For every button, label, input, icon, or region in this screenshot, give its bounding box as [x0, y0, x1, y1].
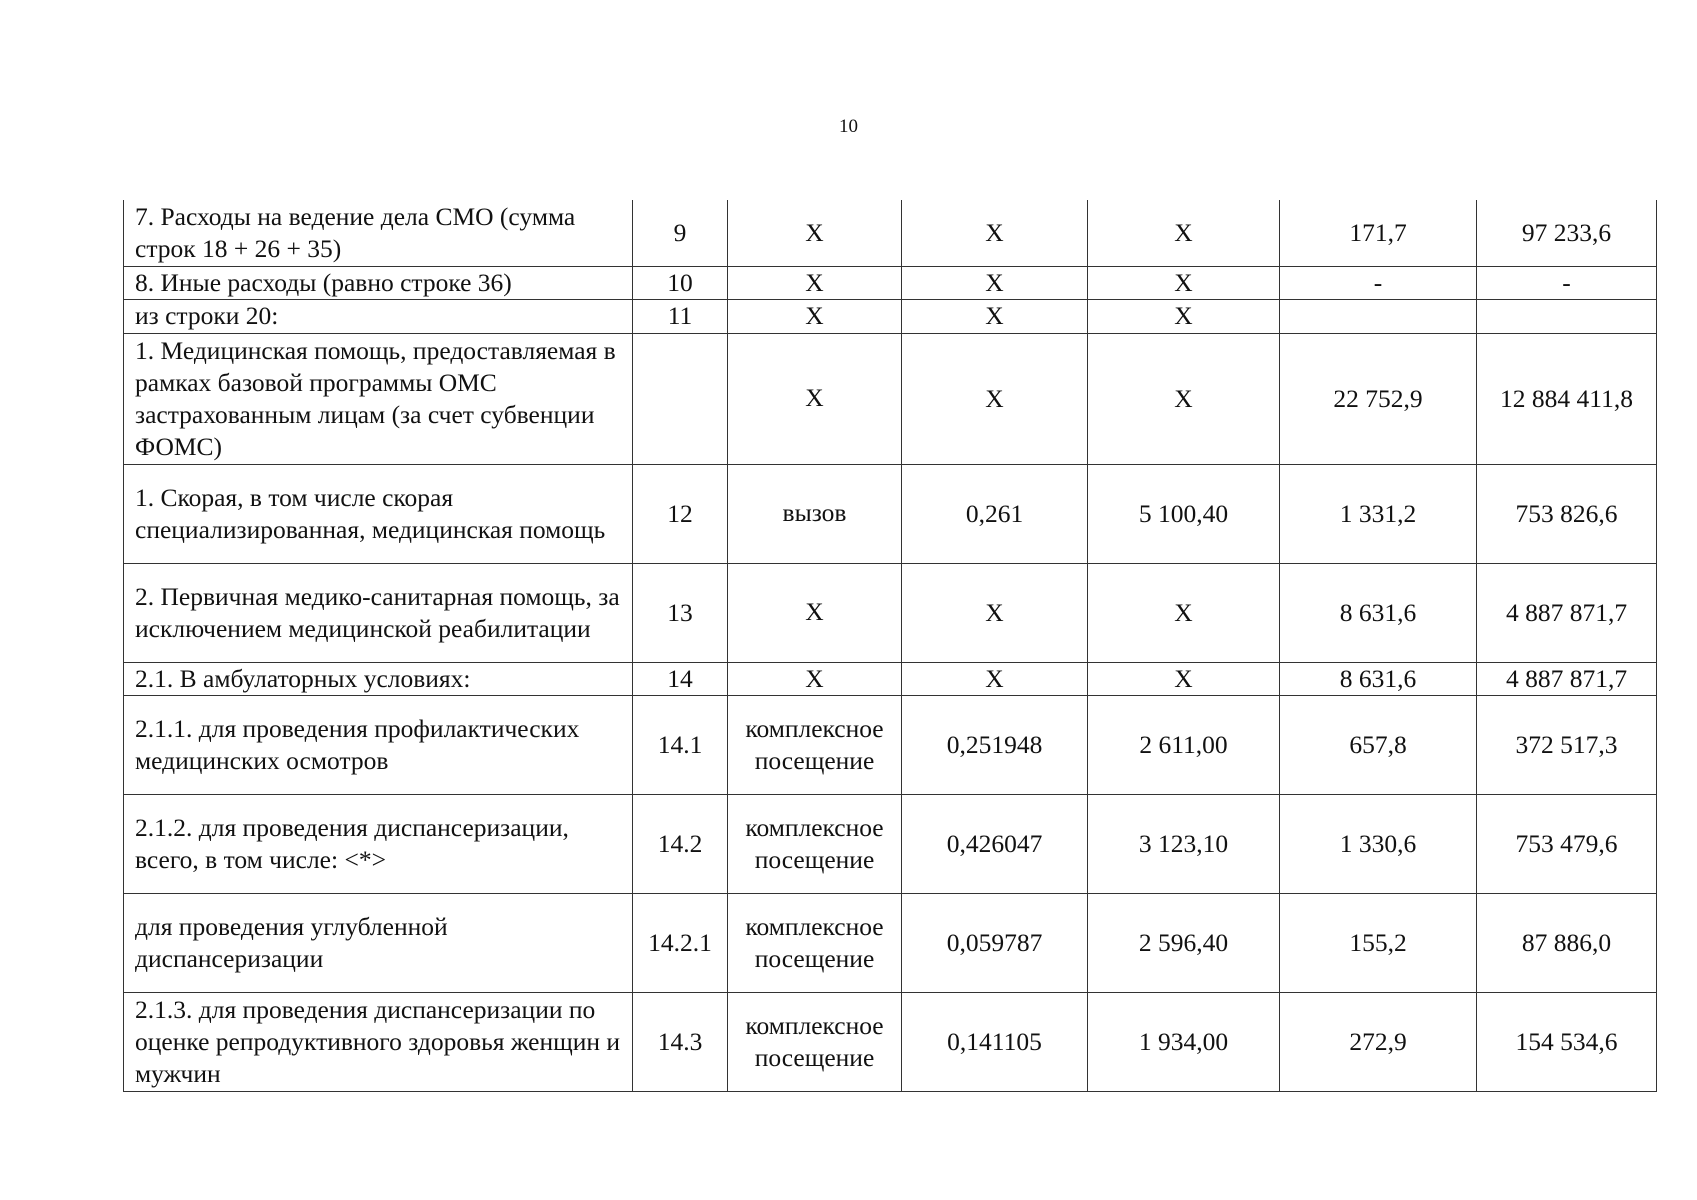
row-name: для проведения углубленной диспансеризации	[124, 894, 633, 993]
row-name: 2.1.1. для проведения профилактических медицинских осмотров	[124, 696, 633, 795]
row-norm: 0,141105	[902, 993, 1088, 1092]
row-total: 753 479,6	[1477, 795, 1657, 894]
row-norm: 0,261	[902, 464, 1088, 563]
row-norm: Х	[902, 266, 1088, 300]
row-norm: 0,059787	[902, 894, 1088, 993]
table-row	[124, 795, 1657, 894]
table-row	[124, 200, 1657, 266]
row-per-capita: 8 631,6	[1280, 563, 1477, 662]
row-name: 2.1.3. для проведения диспансеризации по оценке репродуктивного здоровья женщин и мужчин	[124, 993, 633, 1092]
row-total: 12 884 411,8	[1477, 333, 1657, 464]
table-row	[124, 333, 1657, 464]
row-line-number: 14.3	[633, 993, 728, 1092]
financing-table	[123, 200, 1657, 1092]
row-line-number: 13	[633, 563, 728, 662]
row-cost: Х	[1088, 563, 1280, 662]
row-line-number: 10	[633, 266, 728, 300]
row-line-number: 14.2	[633, 795, 728, 894]
row-total: 372 517,3	[1477, 696, 1657, 795]
row-norm: Х	[902, 662, 1088, 696]
row-per-capita: 155,2	[1280, 894, 1477, 993]
row-total	[1477, 300, 1657, 334]
row-total: -	[1477, 266, 1657, 300]
row-line-number: 14.1	[633, 696, 728, 795]
table-row	[124, 266, 1657, 300]
table-row	[124, 894, 1657, 993]
row-line-number: 9	[633, 200, 728, 266]
row-unit: Х	[728, 300, 902, 334]
row-unit: Х	[728, 662, 902, 696]
row-per-capita: 8 631,6	[1280, 662, 1477, 696]
row-unit: Х	[728, 266, 902, 300]
row-name: 2.1. В амбулаторных условиях:	[124, 662, 633, 696]
row-unit: комплексное посещение	[728, 795, 902, 894]
row-cost: Х	[1088, 300, 1280, 334]
row-per-capita: 171,7	[1280, 200, 1477, 266]
row-line-number	[633, 333, 728, 464]
row-cost: Х	[1088, 266, 1280, 300]
row-name: 2. Первичная медико-санитарная помощь, за исключением медицинской реабилитации	[124, 563, 633, 662]
row-cost: Х	[1088, 333, 1280, 464]
row-norm: 0,251948	[902, 696, 1088, 795]
table-row	[124, 300, 1657, 334]
row-unit: комплексное посещение	[728, 894, 902, 993]
row-total: 87 886,0	[1477, 894, 1657, 993]
row-line-number: 12	[633, 464, 728, 563]
row-line-number: 14.2.1	[633, 894, 728, 993]
table-row	[124, 662, 1657, 696]
row-unit: вызов	[728, 464, 902, 563]
row-line-number: 14	[633, 662, 728, 696]
row-norm: Х	[902, 300, 1088, 334]
row-name: 8. Иные расходы (равно строке 36)	[124, 266, 633, 300]
row-cost: Х	[1088, 662, 1280, 696]
table-row	[124, 464, 1657, 563]
row-per-capita	[1280, 300, 1477, 334]
row-cost: Х	[1088, 200, 1280, 266]
row-name: 1. Медицинская помощь, предоставляемая в рамках базовой программы ОМС застрахованным лицам (за счет субвенции ФОМС)	[124, 333, 633, 464]
row-name: 1. Скорая, в том числе скорая специализированная, медицинская помощь	[124, 464, 633, 563]
row-per-capita: 657,8	[1280, 696, 1477, 795]
row-per-capita: 1 331,2	[1280, 464, 1477, 563]
row-name: 2.1.2. для проведения диспансеризации, всего, в том числе: <*>	[124, 795, 633, 894]
row-norm: Х	[902, 333, 1088, 464]
row-total: 753 826,6	[1477, 464, 1657, 563]
row-cost: 1 934,00	[1088, 993, 1280, 1092]
row-cost: 2 611,00	[1088, 696, 1280, 795]
row-name: из строки 20:	[124, 300, 633, 334]
row-per-capita: 272,9	[1280, 993, 1477, 1092]
row-per-capita: -	[1280, 266, 1477, 300]
row-total: 4 887 871,7	[1477, 662, 1657, 696]
row-norm: Х	[902, 200, 1088, 266]
row-unit: Х	[728, 563, 902, 662]
row-cost: 3 123,10	[1088, 795, 1280, 894]
table-row	[124, 696, 1657, 795]
row-per-capita: 1 330,6	[1280, 795, 1477, 894]
row-unit: комплексное посещение	[728, 696, 902, 795]
row-line-number: 11	[633, 300, 728, 334]
row-per-capita: 22 752,9	[1280, 333, 1477, 464]
table-row	[124, 563, 1657, 662]
row-unit: Х	[728, 333, 902, 464]
row-total: 154 534,6	[1477, 993, 1657, 1092]
row-unit: Х	[728, 200, 902, 266]
row-name: 7. Расходы на ведение дела СМО (сумма строк 18 + 26 + 35)	[124, 200, 633, 266]
page-number: 10	[839, 116, 858, 137]
row-norm: 0,426047	[902, 795, 1088, 894]
table-row	[124, 993, 1657, 1092]
row-total: 97 233,6	[1477, 200, 1657, 266]
row-cost: 2 596,40	[1088, 894, 1280, 993]
row-total: 4 887 871,7	[1477, 563, 1657, 662]
row-unit: комплексное посещение	[728, 993, 902, 1092]
row-cost: 5 100,40	[1088, 464, 1280, 563]
row-norm: Х	[902, 563, 1088, 662]
